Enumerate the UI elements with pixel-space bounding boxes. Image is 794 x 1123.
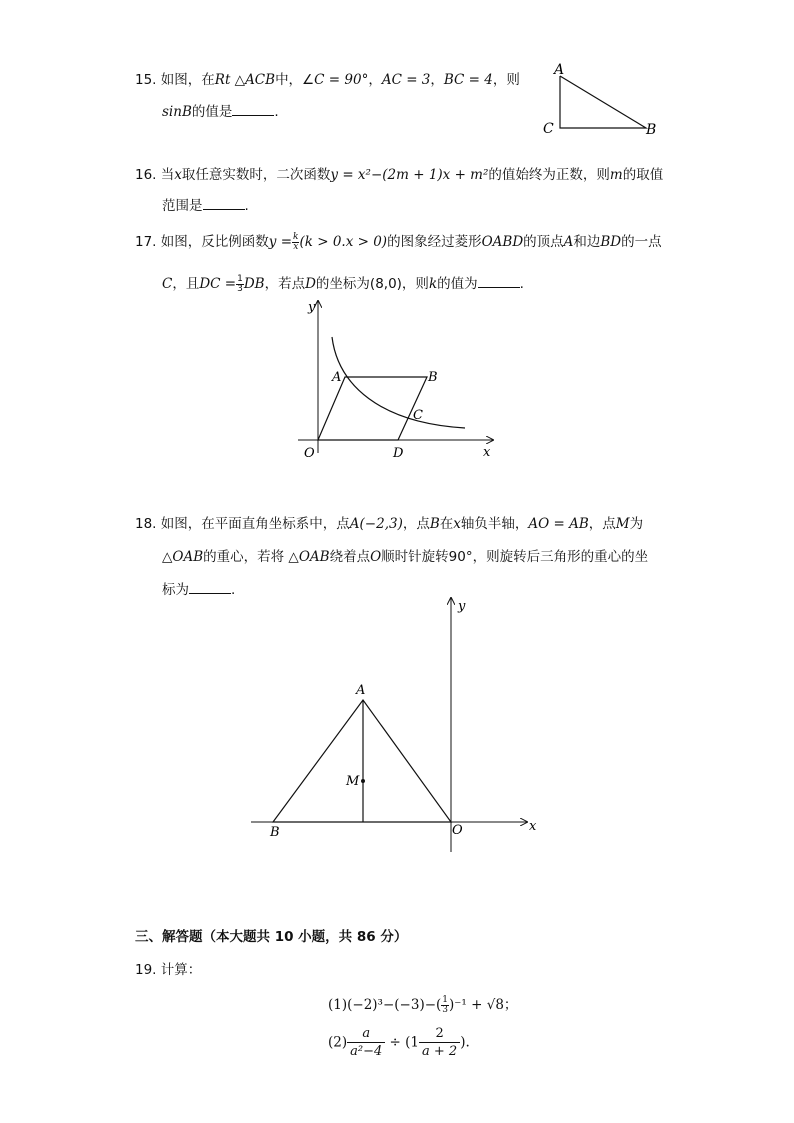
q17-dc: DC =	[199, 276, 237, 292]
triangle-oab	[273, 700, 451, 822]
q17-fraction-one-third	[236, 275, 244, 294]
label-A: A	[554, 62, 565, 78]
q18-text: 的重心，若将 △	[203, 549, 299, 565]
q18-text: 顺时针旋转90°，则旋转后三角形的重心的坐	[381, 549, 649, 565]
q17-d: D	[305, 276, 316, 292]
q17-bd: BD	[600, 234, 622, 250]
q18-text: 如图，在平面直角坐标系中，点	[160, 516, 350, 532]
q18-text: 标为	[162, 582, 189, 598]
q15-line2	[162, 100, 279, 120]
q17-y-eq: y =	[268, 234, 293, 250]
q16-text: 的取值	[622, 167, 664, 183]
q17-k: k	[428, 276, 438, 292]
q17-text: 的值为	[437, 276, 478, 292]
q18-text: 在	[439, 516, 454, 532]
q17-a: A	[563, 234, 574, 250]
rhombus-oabd	[318, 377, 427, 440]
label-B: B	[428, 370, 438, 385]
answer-blank	[203, 197, 245, 210]
label-B: B	[270, 825, 280, 840]
q18-line1	[135, 512, 643, 532]
q18-line3	[162, 578, 235, 598]
q17-period: .	[519, 276, 524, 292]
q17-text: 的一点	[621, 234, 662, 250]
q15-period: .	[274, 104, 279, 120]
q17-condition: (k > 0.x > 0)	[299, 234, 388, 250]
q19-label: 计算：	[160, 962, 202, 978]
q15-text: 如图，在	[160, 72, 215, 88]
q18-text: ，点	[588, 516, 616, 532]
q15-triangle: △	[230, 72, 246, 88]
q17-line1	[135, 230, 662, 252]
q17-text: 和边	[573, 234, 601, 250]
q17-rhombus-figure	[290, 295, 505, 465]
q16-number: 16.	[135, 167, 157, 183]
q18-line2	[162, 545, 648, 565]
fraction-numerator: 1	[442, 995, 449, 1005]
label-O: O	[304, 446, 315, 461]
fraction-denominator: a + 2	[422, 1044, 458, 1059]
q15-acb: ACB	[245, 72, 276, 88]
q15-rt: Rt	[214, 72, 231, 88]
q19-p2-lead: (2)	[328, 1034, 348, 1051]
q17-text: 的图象经过菱形	[387, 234, 482, 250]
q19-part2	[328, 1025, 470, 1060]
q16-line1	[135, 163, 663, 183]
q15-text: ，则	[492, 72, 520, 88]
label-C: C	[543, 121, 554, 137]
fraction-numerator: a	[347, 1025, 385, 1043]
q16-period: .	[244, 198, 249, 214]
q16-m: m	[609, 167, 623, 183]
q16-x: x	[174, 167, 182, 183]
q16-text: 范围是	[162, 198, 203, 214]
q16-line2	[162, 194, 249, 214]
q15-comma: ，	[368, 72, 382, 88]
q15-ac: AC = 3	[381, 72, 431, 88]
q18-point-a: A(−2,3)	[349, 516, 403, 532]
q19-part1	[328, 993, 517, 1015]
q17-c: C	[162, 276, 173, 292]
section-title: 三、解答题（本大题共 10 小题，共 86 分）	[135, 929, 408, 945]
q18-x: x	[453, 516, 461, 532]
q18-text: 为	[629, 516, 644, 532]
q18-o: O	[370, 549, 382, 565]
q17-text: ，且	[172, 276, 200, 292]
q17-db: DB	[243, 276, 265, 292]
answer-blank	[478, 275, 520, 288]
q19-p1-lead: (1)(−2)³−(−3)−(	[328, 997, 442, 1013]
q15-line1	[135, 68, 520, 88]
q18-triangle-figure	[245, 592, 545, 857]
label-A: A	[332, 370, 342, 385]
label-O: O	[452, 823, 463, 838]
q17-text: 的坐标为(8,0)，则	[315, 276, 429, 292]
q19-p2-mid: ÷ (1	[385, 1034, 420, 1051]
q18-triangle: △	[162, 549, 173, 565]
label-x: x	[483, 445, 491, 460]
q19-p2-tail: ).	[460, 1034, 470, 1051]
fraction-denominator: 3	[237, 283, 243, 294]
fraction-denominator: 3	[442, 1005, 449, 1015]
q16-text: 的值始终为正数，则	[488, 167, 610, 183]
q15-text: 中，∠	[275, 72, 315, 88]
label-B: B	[646, 122, 657, 138]
q19-header	[135, 958, 201, 978]
q15-sinb: sinB	[162, 104, 192, 120]
q15-angle: C = 90°	[314, 72, 369, 88]
q18-m: M	[615, 516, 630, 532]
label-y: y	[308, 300, 316, 315]
q18-period: .	[231, 582, 236, 598]
fraction-denominator: x	[293, 241, 299, 252]
centroid-point	[361, 779, 365, 783]
q16-text: 取任意实数时，二次函数	[181, 167, 331, 183]
q19-number: 19.	[135, 962, 157, 978]
q16-expression: y = x²−(2m + 1)x + m²	[330, 167, 489, 183]
q16-text: 当	[160, 167, 175, 183]
hyperbola-curve	[332, 337, 465, 428]
q18-oab: OAB	[298, 549, 330, 565]
q17-text: 的顶点	[523, 234, 564, 250]
q17-text: ，若点	[264, 276, 306, 292]
fraction-denominator: a²−4	[350, 1044, 383, 1059]
label-C: C	[413, 408, 423, 423]
q18-ao-ab: AO = AB	[528, 516, 589, 532]
q19-fraction-a	[347, 1025, 385, 1060]
q18-text: ，点	[402, 516, 430, 532]
q18-text: 轴负半轴，	[460, 516, 529, 532]
fraction-numerator: k	[293, 231, 299, 242]
label-y: y	[458, 599, 466, 614]
q18-oab: OAB	[172, 549, 204, 565]
q19-fraction-two	[419, 1025, 460, 1060]
q18-number: 18.	[135, 516, 157, 532]
q19-p1-tail: )⁻¹ + √8；	[449, 997, 518, 1013]
q17-line2	[162, 272, 524, 294]
q15-number: 15.	[135, 72, 157, 88]
q17-text: 如图，反比例函数	[160, 234, 269, 250]
label-M: M	[346, 774, 360, 789]
q18-b: B	[429, 516, 440, 532]
label-x: x	[529, 819, 537, 834]
label-A: A	[356, 683, 366, 698]
answer-blank	[189, 581, 231, 594]
q15-text: 的值是	[191, 104, 233, 120]
q15-comma: ，	[430, 72, 444, 88]
q18-text: 绕着点	[329, 549, 371, 565]
answer-blank	[232, 103, 274, 116]
q19-fraction-one-third	[441, 996, 449, 1015]
q15-bc: BC = 4	[443, 72, 493, 88]
q17-oabd: OABD	[481, 234, 524, 250]
q17-number: 17.	[135, 234, 157, 250]
label-D: D	[393, 446, 404, 461]
fraction-numerator: 2	[419, 1025, 460, 1043]
fraction-numerator: 1	[237, 273, 243, 284]
q15-triangle-figure	[538, 58, 668, 140]
